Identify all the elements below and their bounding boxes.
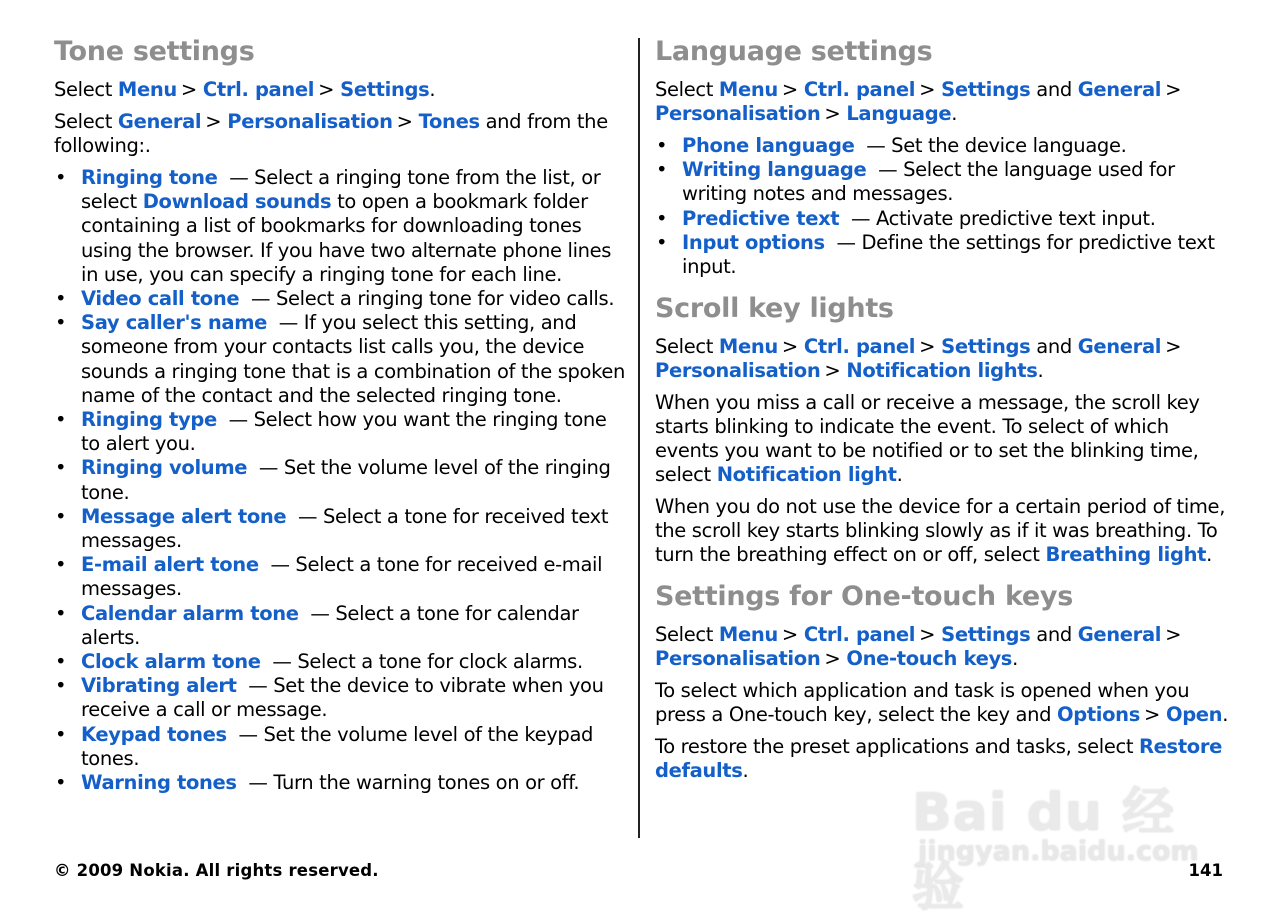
menu-link[interactable]: Menu <box>718 335 778 359</box>
notification-lights-link[interactable]: Notification lights <box>846 359 1038 383</box>
general-link[interactable]: General <box>1077 335 1162 359</box>
language-options-list <box>655 134 1229 279</box>
one-touch-keys-heading: Settings for One-touch keys <box>655 581 1073 613</box>
baidu-watermark <box>912 770 1212 918</box>
ctrl-panel-link[interactable]: Ctrl. panel <box>803 78 916 101</box>
tone-path-2: Select General > Personalisation > Tones and from the following:. <box>54 110 608 157</box>
clock-alarm-tone-link[interactable]: Clock alarm tone <box>81 650 261 674</box>
ringing-tone-link[interactable]: Ringing tone <box>81 166 218 189</box>
personalisation-link[interactable]: Personalisation <box>227 110 393 133</box>
ringing-type-link[interactable]: Ringing type <box>81 408 217 432</box>
warning-tones-link[interactable]: Warning tones <box>81 771 237 795</box>
menu-link[interactable]: Menu <box>117 78 177 101</box>
tone-path-1: Select Menu > Ctrl. panel > Settings. <box>54 78 436 101</box>
calendar-alarm-tone-link[interactable]: Calendar alarm tone <box>81 601 299 625</box>
language-path: Select Menu > Ctrl. panel > Settings and General >Personalisation > Language. <box>655 78 1182 125</box>
say-callers-name-link[interactable]: Say caller's name <box>81 311 268 335</box>
list-item: • Ringing type — Select how you want the ringing tone to alert you. <box>54 408 628 456</box>
onetouch-paragraph-2: To restore the preset applications and tasks, select Restore defaults. <box>655 735 1222 783</box>
list-item: • Phone language — Set the device language. <box>655 134 1229 158</box>
email-alert-tone-link[interactable]: E-mail alert tone <box>81 553 259 577</box>
list-item: • Ringing volume — Set the volume level of the ringing tone. <box>54 456 628 504</box>
message-alert-tone-link[interactable]: Message alert tone <box>81 504 287 528</box>
input-options-link[interactable]: Input options <box>682 230 825 254</box>
list-item: • Input options — Define the settings for predictive text input. <box>655 231 1229 279</box>
list-item: • Predictive text — Activate predictive text input. <box>655 207 1229 231</box>
ctrl-panel-link[interactable]: Ctrl. panel <box>803 623 916 647</box>
onetouch-path: Select Menu > Ctrl. panel > Settings and General >Personalisation > One-touch keys. <box>655 623 1182 671</box>
general-link[interactable]: General <box>1077 623 1162 647</box>
list-item: • E-mail alert tone — Select a tone for received e-mail messages. <box>54 553 628 601</box>
language-link[interactable]: Language <box>846 102 952 125</box>
left-column <box>54 36 628 795</box>
language-settings-heading: Language settings <box>655 36 933 67</box>
settings-link[interactable]: Settings <box>941 623 1031 647</box>
scroll-paragraph-1: When you miss a call or receive a message, the scroll key starts blinking to indicate the event. To select of which events you want to be notified or to set the blinking time, select Notification light. <box>655 391 1200 487</box>
list-item: • Ringing tone — Select a ringing tone from the list, or select Download sounds to open a bookmark folder containing a list of bookmarks for downloading tones using the browser. If you have two alternate phone lines in use, you can specify a ringing tone for each line. <box>54 166 628 287</box>
personalisation-link[interactable]: Personalisation <box>655 102 821 125</box>
column-divider <box>638 38 640 838</box>
scroll-key-lights-heading: Scroll key lights <box>655 293 894 325</box>
general-link[interactable]: General <box>1077 78 1162 101</box>
options-link[interactable]: Options <box>1056 703 1140 727</box>
keypad-tones-link[interactable]: Keypad tones <box>81 722 227 746</box>
settings-link[interactable]: Settings <box>941 335 1031 359</box>
onetouch-paragraph-1: To select which application and task is opened when you press a One-touch key, select the key and Options > Open. <box>655 679 1229 727</box>
menu-link[interactable]: Menu <box>718 623 778 647</box>
phone-language-link[interactable]: Phone language <box>682 134 855 157</box>
list-item: • Message alert tone — Select a tone for received text messages. <box>54 505 628 553</box>
predictive-text-link[interactable]: Predictive text <box>682 206 840 230</box>
notification-light-link[interactable]: Notification light <box>716 463 897 487</box>
copyright-footer: © 2009 Nokia. All rights reserved. <box>54 861 379 880</box>
menu-link[interactable]: Menu <box>718 78 778 101</box>
list-item: • Keypad tones — Set the volume level of the keypad tones. <box>54 723 628 771</box>
tones-link[interactable]: Tones <box>418 110 480 133</box>
list-item: • Vibrating alert — Set the device to vibrate when you receive a call or message. <box>54 674 628 722</box>
list-item: • Video call tone — Select a ringing tone for video calls. <box>54 287 628 311</box>
right-column <box>655 36 1229 791</box>
breathing-light-link[interactable]: Breathing light <box>1045 543 1207 567</box>
settings-link[interactable]: Settings <box>340 78 430 101</box>
scroll-path: Select Menu > Ctrl. panel > Settings and General >Personalisation > Notification lights. <box>655 335 1182 383</box>
video-call-tone-link[interactable]: Video call tone <box>81 287 240 311</box>
open-link[interactable]: Open <box>1165 703 1223 727</box>
restore-defaults-link[interactable]: Restore defaults <box>655 735 1222 783</box>
watermark-logo: Bai du 经验 <box>912 783 1175 918</box>
list-item: • Clock alarm tone — Select a tone for clock alarms. <box>54 650 628 674</box>
personalisation-link[interactable]: Personalisation <box>655 359 821 383</box>
download-sounds-link[interactable]: Download sounds <box>142 190 332 214</box>
scroll-paragraph-2: When you do not use the device for a certain period of time, the scroll key starts blinking slowly as if it was breathing. To turn the breathing effect on or off, select Breathing light. <box>655 495 1226 567</box>
tone-options-list <box>54 166 628 795</box>
personalisation-link[interactable]: Personalisation <box>655 647 821 671</box>
watermark-url: jingyan.baidu.com <box>918 836 1199 867</box>
list-item: • Warning tones — Turn the warning tones on or off. <box>54 771 628 795</box>
tone-settings-heading: Tone settings <box>54 36 255 67</box>
one-touch-keys-link[interactable]: One-touch keys <box>846 647 1013 671</box>
list-item: • Say caller's name — If you select this setting, and someone from your contacts list calls you, the device sounds a ringing tone that is a combination of the spoken name of the contact and the selected ringing tone. <box>54 311 628 408</box>
settings-link[interactable]: Settings <box>941 78 1031 101</box>
writing-language-link[interactable]: Writing language <box>682 158 867 182</box>
page-number: 141 <box>1188 861 1223 880</box>
vibrating-alert-link[interactable]: Vibrating alert <box>81 674 237 698</box>
general-link[interactable]: General <box>117 110 202 133</box>
list-item: • Writing language — Select the language used for writing notes and messages. <box>655 158 1229 206</box>
ctrl-panel-link[interactable]: Ctrl. panel <box>202 78 315 101</box>
ringing-volume-link[interactable]: Ringing volume <box>81 456 248 480</box>
ctrl-panel-link[interactable]: Ctrl. panel <box>803 335 916 359</box>
list-item: • Calendar alarm tone — Select a tone for calendar alerts. <box>54 602 628 650</box>
